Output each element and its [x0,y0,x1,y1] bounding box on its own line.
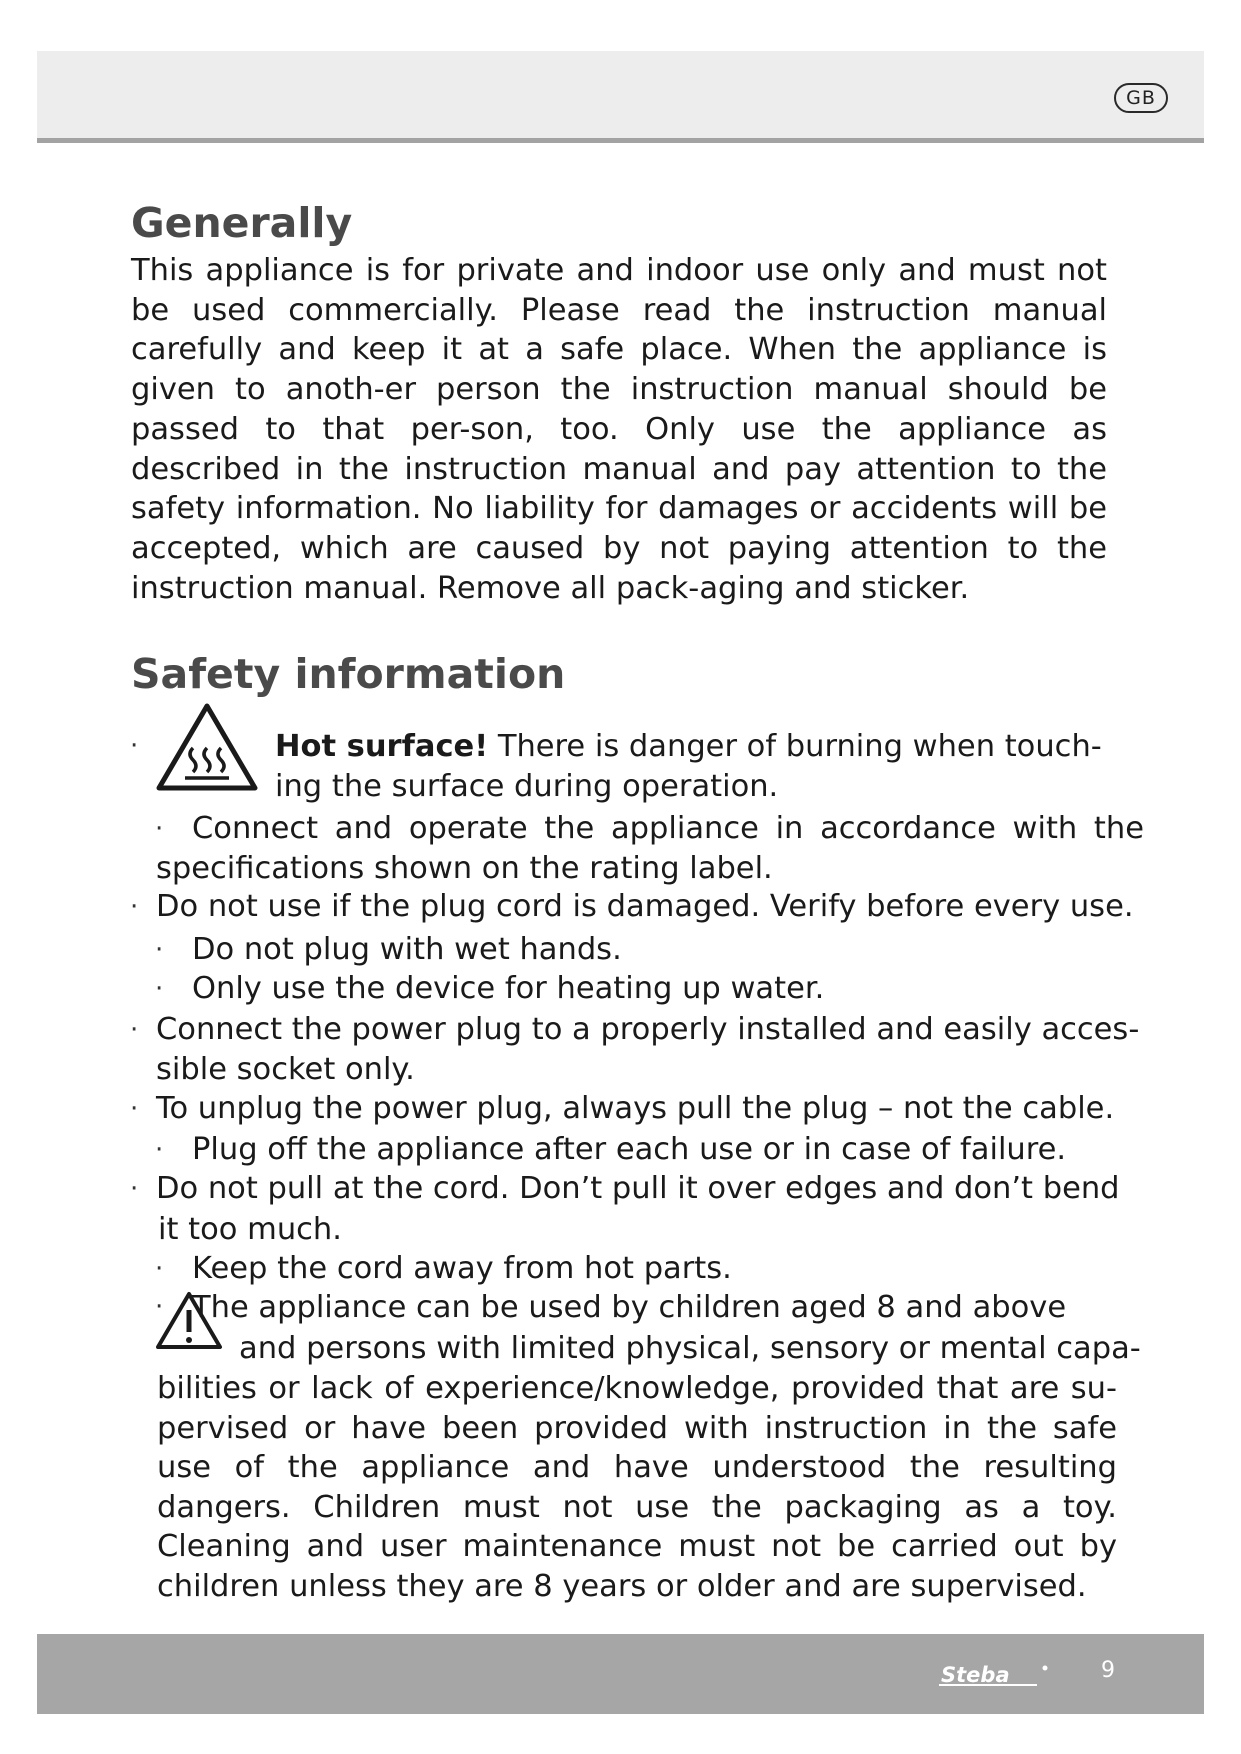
safety-item-5-line-1: Connect the power plug to a properly installed and easily acces- [156,1012,1140,1047]
safety-item-5-line-2: sible socket only. [156,1052,415,1087]
safety-item-2: Do not use if the plug cord is damaged. Verify before every use. [156,889,1134,924]
safety-item-8-line-1: Do not pull at the cord. Don’t pull it over edges and don’t bend [156,1171,1120,1206]
bullet-marker: · [155,1135,164,1165]
bullet-marker: · [130,1015,139,1045]
bullet-marker: · [155,1254,164,1284]
language-badge: GB [1114,83,1168,113]
safety-item-1-line-2: specifications shown on the rating label. [156,851,773,886]
hot-surface-line-1: Hot surface! There is danger of burning when touch- [275,729,1102,764]
footer-band [37,1634,1204,1714]
children-body: bilities or lack of experience/knowledge, provided that are su-pervised or have been provided with instruction in the safe use of the appliance and have understood the resulting dangers. Children must not use the packaging as a toy. Cleaning and user maintenance must not be carried out by children unless they are 8 years or older and are supervised. [157,1371,1117,1604]
safety-item-8-line-2: it too much. [158,1212,342,1247]
safety-item-3: Do not plug with wet hands. [192,932,622,967]
generally-body: This appliance is for private and indoor use only and must not be used commercially. Please read the instruction manual carefully and keep it at a safe place. When the appliance is given to anoth-er person the instruction manual should be passed to that per-son, too. Only use the appliance as described in the instruction manual and pay attention to the safety information. No liability for damages or accidents will be accepted, which are caused by not paying attention to the instruction manual. Remove all pack-aging and sticker. [131,253,1107,606]
bullet-marker: · [155,974,164,1004]
bullet-marker: · [155,814,164,844]
children-line-1: The appliance can be used by children aged 8 and above [192,1290,1067,1325]
safety-item-4: Only use the device for heating up water. [192,971,825,1006]
hot-surface-warning-icon [153,700,261,796]
bullet-marker: · [155,935,164,965]
children-line-2: and persons with limited physical, sensory or mental capa- [239,1331,1141,1366]
safety-item-7: Plug off the appliance after each use or in case of failure. [192,1132,1067,1167]
hot-surface-label: Hot surface! [275,729,489,764]
safety-item-6: To unplug the power plug, always pull the plug – not the cable. [156,1091,1115,1126]
bullet-marker: · [130,892,139,922]
safety-title: Safety information [131,650,566,698]
header-band [37,51,1204,143]
safety-item-1-line-1: Connect and operate the appliance in accordance with the [192,811,1144,846]
bullet-marker: · [130,1094,139,1124]
page-number: 9 [1101,1658,1115,1683]
svg-text:Steba: Steba [941,1663,1010,1687]
generally-title: Generally [131,199,353,247]
hot-surface-line-2: ing the surface during operation. [275,769,779,804]
steba-logo [937,1662,1057,1690]
bullet-marker: · [130,731,139,761]
bullet-marker: · [130,1174,139,1204]
safety-item-9: Keep the cord away from hot parts. [192,1251,732,1286]
bullet-marker: · [155,1292,164,1322]
